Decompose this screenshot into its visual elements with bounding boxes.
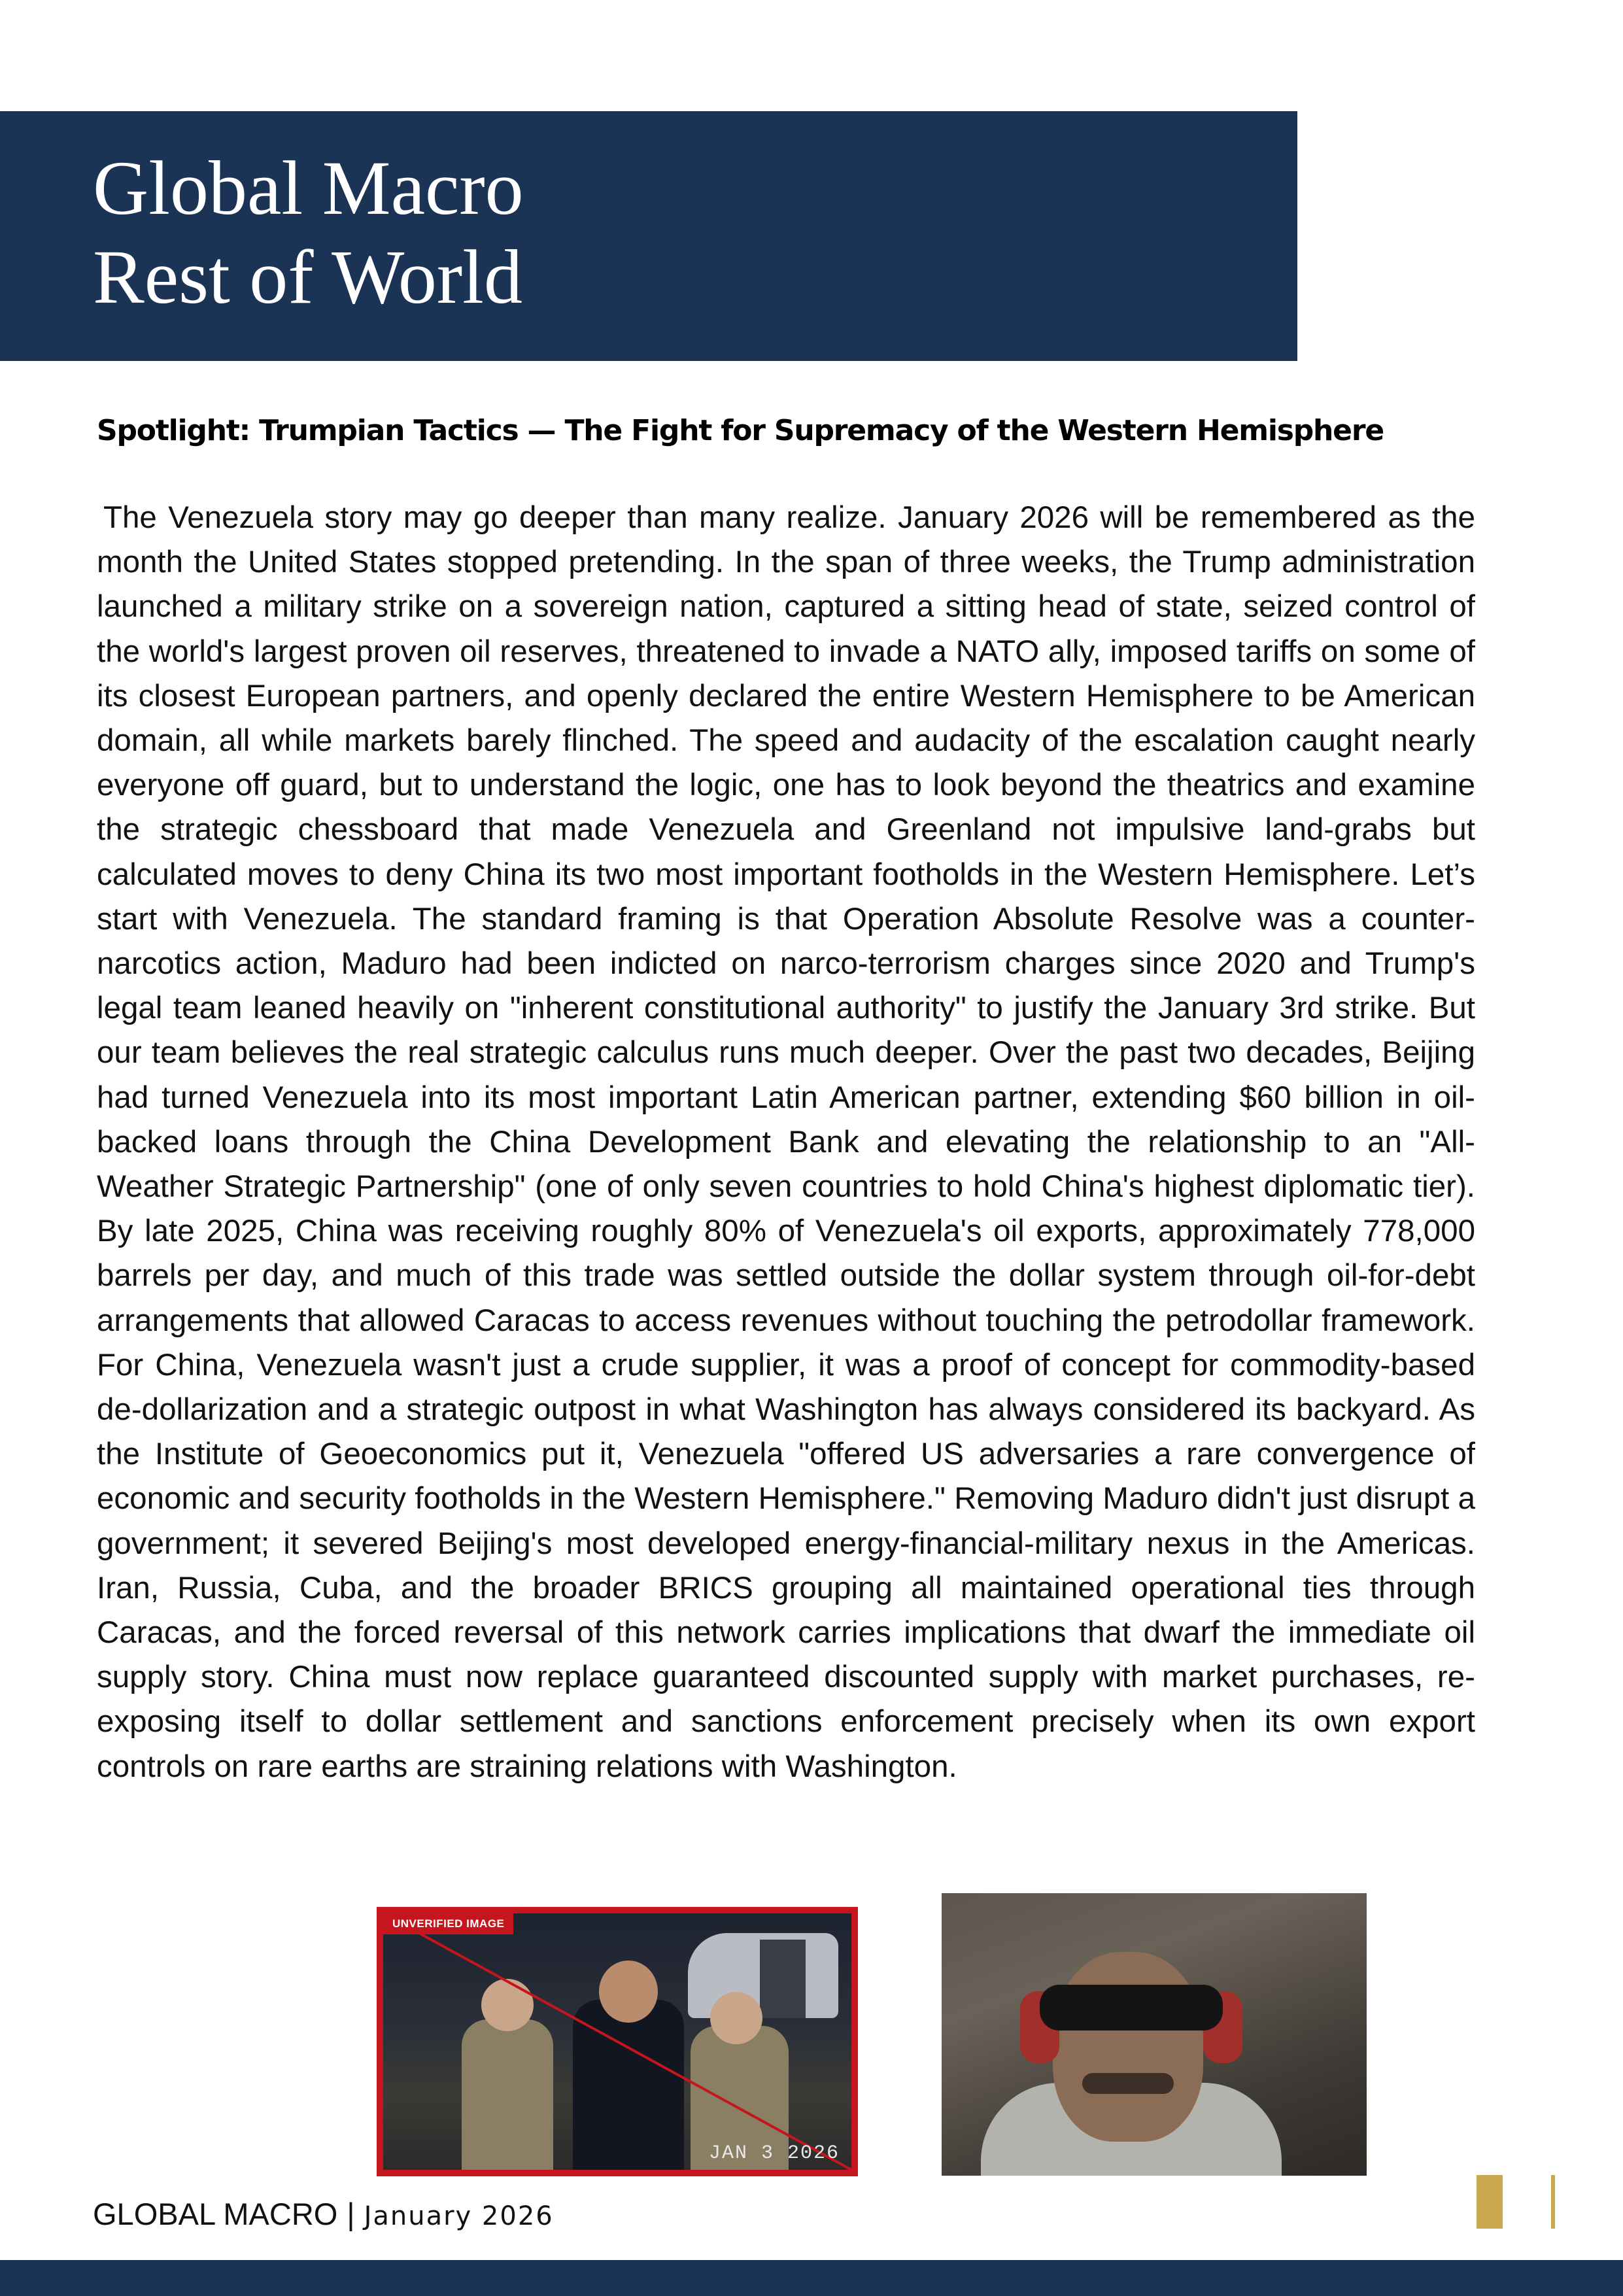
body-paragraph: The Venezuela story may go deeper than many realize. January 2026 will be remembered as the month the United States stopped pretending. In the span of three weeks, the Trump administration launched a military strike on a sovereign nation, captured a sitting head of state, seized control of the world's largest proven oil reserves, threatened to invade a NATO ally, imposed tariffs on some of its closest European partners, and openly declared the entire Western Hemisphere to be American domain, all while markets barely flinched. The speed and audacity of the escalation caught nearly everyone off guard, but to understand the logic, one has to look beyond the theatrics and examine the strategic chessboard that made Venezuela and Greenland not impulsive land-grabs but calculated moves to deny China its two most important footholds in the Western Hemisphere. Let’s start with Venezuela. The standard framing is that Operation Absolute Resolve was a counter-narcotics action, Maduro had been indicted on narco-terrorism charges since 2020 and Trump's legal team leaned heavily on "inherent constitutional authority" to justify the January 3rd strike. But our team believes the real strategic calculus runs much deeper. Over the past two decades, Beijing had turned Venezuela into its most important Latin American partner, extending $60 billion in oil-backed loans through the China Development Bank and elevating the relationship to an "All-Weather Strategic Partnership" (one of only seven countries to hold China's highest diplomatic tier). By late 2025, China was receiving roughly 80% of Venezuela's oil exports, approximately 778,000 barrels per day, and much of this trade was settled outside the dollar system through oil-for-debt arrangements that allowed Caracas to access revenues without touching the petrodollar framework. For China, Venezuela wasn't just a crude supplier, it was a proof of concept for commodity-based de-dollarization and a strategic outpost in what Washington has always considered its backyard. As the Institute of Geoeconomics put it, Venezuela "offered US adversaries a rare convergence of economic and security footholds in the Western Hemisphere." Removing Maduro didn't just disrupt a government; it severed Beijing's most developed energy-financial-military nexus in the Americas. Iran, Russia, Cuba, and the broader BRICS grouping all maintained operational ties through Caracas, and the forced reversal of this network carries implications that dwarf the immediate oil supply story. China must now replace guaranteed discounted supply with market purchases, re-exposing itself to dollar settlement and sanctions enforcement precisely when its own export controls on rare earths are straining relations with Washington. xyxy=(97,500,1475,1784)
unverified-badge: UNVERIFIED IMAGE xyxy=(383,1913,513,1934)
spotlight-heading: Spotlight: Trumpian Tactics — The Fight for Supremacy of the Western Hemisphere xyxy=(97,414,1384,447)
photo-maduro-blindfolded xyxy=(942,1893,1367,2176)
footer-label: GLOBAL MACRO xyxy=(93,2197,338,2231)
photo-maduro-escort xyxy=(377,1907,858,2176)
face-shape xyxy=(1053,1952,1203,2142)
page-title xyxy=(93,144,524,322)
footer-date: January 2026 xyxy=(364,2201,554,2231)
mustache-shape xyxy=(1082,2073,1174,2094)
blindfold-goggles-shape xyxy=(1040,1985,1223,2030)
bottom-band xyxy=(0,2260,1623,2296)
title-line-2: Rest of World xyxy=(93,234,522,320)
photo-date-stamp: JAN 3 2026 xyxy=(708,2142,840,2165)
footer-separator: | xyxy=(347,2197,355,2231)
footer xyxy=(93,2196,554,2232)
unverified-slash xyxy=(383,1913,851,2170)
gold-accent-bar xyxy=(1477,2175,1503,2229)
gold-accent-line xyxy=(1551,2175,1555,2229)
title-line-1: Global Macro xyxy=(93,145,524,231)
